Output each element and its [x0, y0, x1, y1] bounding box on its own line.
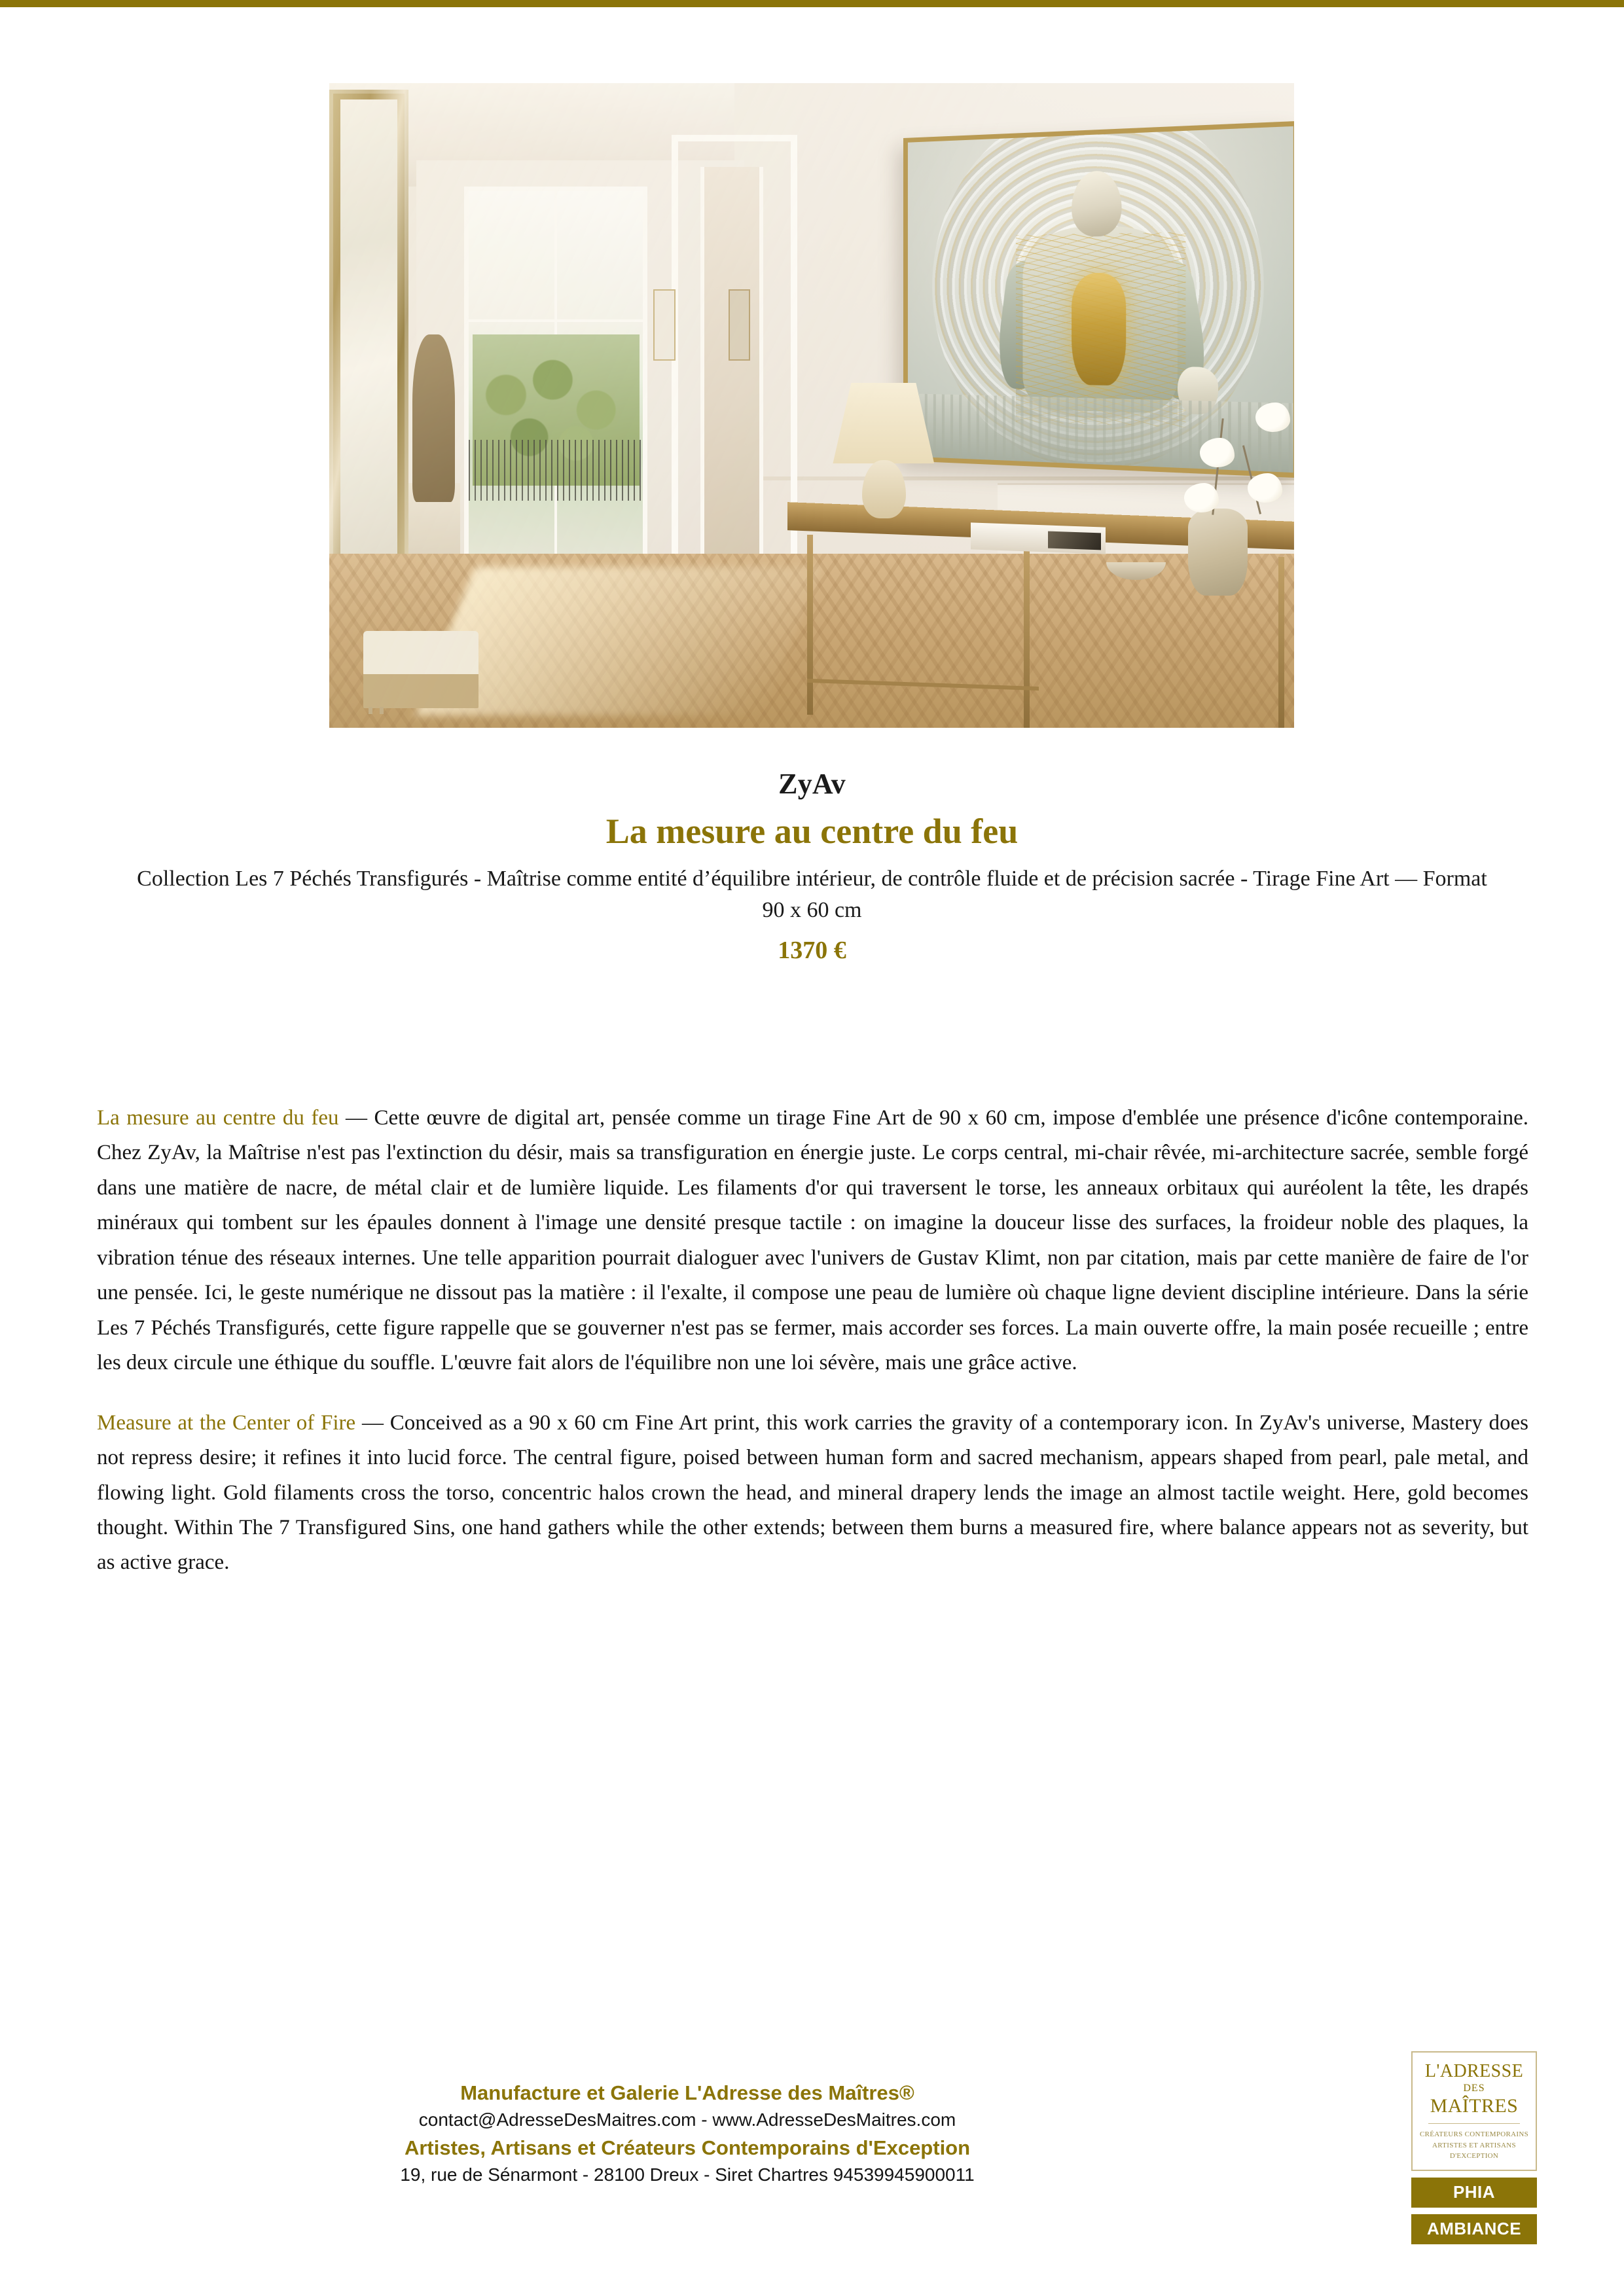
paragraph-french	[97, 1101, 1528, 1381]
paragraph-english	[97, 1406, 1528, 1581]
artwork-gold-core	[1072, 272, 1127, 385]
bench-leg-right	[380, 707, 384, 714]
magnolia-bloom	[1200, 438, 1235, 467]
french-window	[464, 187, 647, 573]
artwork-price: 1370 €	[778, 936, 846, 964]
logo-subtitle-line-2: ARTISTES ET ARTISANS	[1432, 2141, 1516, 2149]
console-leg-c	[1278, 557, 1284, 728]
stone-vase	[1188, 509, 1248, 596]
photo-canvas	[329, 83, 1294, 728]
description-body	[97, 1101, 1528, 1581]
small-picture-frame-right	[729, 289, 749, 360]
artwork-title-block	[0, 767, 1624, 965]
logo-box	[1411, 2051, 1537, 2171]
console-leg-b	[1024, 544, 1030, 728]
magnolia-bloom	[1248, 473, 1282, 503]
top-gold-rule	[0, 0, 1624, 7]
artwork-subtitle: Collection Les 7 Péchés Transfigurés - Maîtrise comme entité d’équilibre intérieur, de contrôle fluide et de précision sacrée - Tirage Fine Art — Format 90 x 60 cm	[137, 867, 1487, 923]
badge-phia[interactable]: PHIA	[1411, 2178, 1537, 2208]
bronze-statue	[412, 334, 455, 502]
logo-line-adresse: L'ADRESSE	[1424, 2061, 1524, 2081]
magnolia-bloom	[1184, 483, 1219, 512]
brand-logo-lockup	[1411, 2051, 1537, 2244]
artwork-insitu-photo	[329, 83, 1294, 728]
gilt-mirror-frame	[329, 90, 408, 592]
window-mullion-horizontal	[469, 319, 643, 322]
bench-leg-left	[369, 707, 372, 714]
framed-artwork	[903, 121, 1294, 478]
magazine-photo	[1048, 531, 1101, 549]
paragraph-french-text: — Cette œuvre de digital art, pensée comme un tirage Fine Art de 90 x 60 cm, impose d'emblée une présence d'icône contemporaine. Chez ZyAv, la Maîtrise n'est pas l'extinction du désir, mais sa transfiguration en énergie juste. Le corps central, mi-chair rêvée, mi-architecture sacrée, semble forgé dans une matière de nacre, de métal clair et de lumière liquide. Les filaments d'or qui traversent le torse, les anneaux orbitaux qui auréolent la tête, les drapés minéraux qui tombent sur les épaules donnent à l'image une densité presque tactile : on imagine la douceur lisse des surfaces, la froideur noble des plaques, la vibration ténue des réseaux internes. Une telle apparition pourrait dialoguer avec l'univers de Gustav Klimt, non par citation, mais par cette manière de faire de l'or une pensée. Ici, le geste numérique ne dissout pas la matière : il l'exalte, il compose une peau de lumière où chaque ligne devient discipline intérieure. Dans la série Les 7 Péchés Transfigurés, cette figure rappelle que se gouverner n'est pas se fermer, mais accorder ses forces. La main ouverte offre, la main posée recueille ; entre les deux circule une éthique du souffle. L'œuvre fait alors de l'équilibre non une loi sévère, mais une grâce active.	[97, 1106, 1529, 1375]
small-picture-frame-left	[653, 289, 676, 360]
logo-line-des: DES	[1463, 2083, 1485, 2094]
artwork-lower-cityscape	[908, 393, 1293, 473]
dado-rail	[754, 476, 1294, 480]
logo-subtitle-line-3: D'EXCEPTION	[1449, 2152, 1499, 2161]
badge-ambiance[interactable]: AMBIANCE	[1411, 2214, 1537, 2244]
footer-address: 19, rue de Sénarmont - 28100 Dreux - Siret Chartres 94539945900011	[400, 2164, 975, 2185]
logo-divider	[1428, 2123, 1520, 2124]
footer-contact-block	[0, 2081, 1375, 2185]
footer-tagline: Artistes, Artisans et Créateurs Contemporains d'Exception	[404, 2136, 971, 2159]
paragraph-english-text: — Conceived as a 90 x 60 cm Fine Art print, this work carries the gravity of a contemporary icon. In ZyAv's universe, Mastery does not repress desire; it refines it into lucid force. The central figure, poised between human form and sacred mechanism, appears shaped from pearl, pale metal, and flowing light. Gold filaments cross the torso, concentric halos crown the head, and mineral drapery lends the image an almost tactile weight. Here, gold becomes thought. Within The 7 Transfigured Sins, one hand gathers while the other extends; between them burns a measured fire, where balance appears not as severity, but as active grace.	[97, 1410, 1528, 1575]
artist-name: ZyAv	[778, 768, 846, 800]
lead-in-english: Measure at the Center of Fire	[97, 1410, 356, 1435]
magnolia-bloom	[1255, 403, 1290, 432]
console-leg-a	[807, 535, 813, 715]
logo-subtitle-line-1: CRÉATEURS CONTEMPORAINS	[1419, 2130, 1529, 2139]
artwork-title: La mesure au centre du feu	[605, 812, 1019, 851]
logo-line-maitres: MAÎTRES	[1430, 2095, 1519, 2117]
lead-in-french: La mesure au centre du feu	[97, 1106, 339, 1130]
mirror-glass	[340, 99, 397, 583]
footer-company-name: Manufacture et Galerie L'Adresse des Maîtres®	[460, 2081, 914, 2104]
upholstered-bench	[363, 631, 479, 708]
doorway-opening	[700, 167, 763, 567]
footer-contact-links[interactable]: contact@AdresseDesMaitres.com - www.AdresseDesMaitres.com	[418, 2109, 956, 2130]
balcony-railing	[469, 440, 643, 500]
